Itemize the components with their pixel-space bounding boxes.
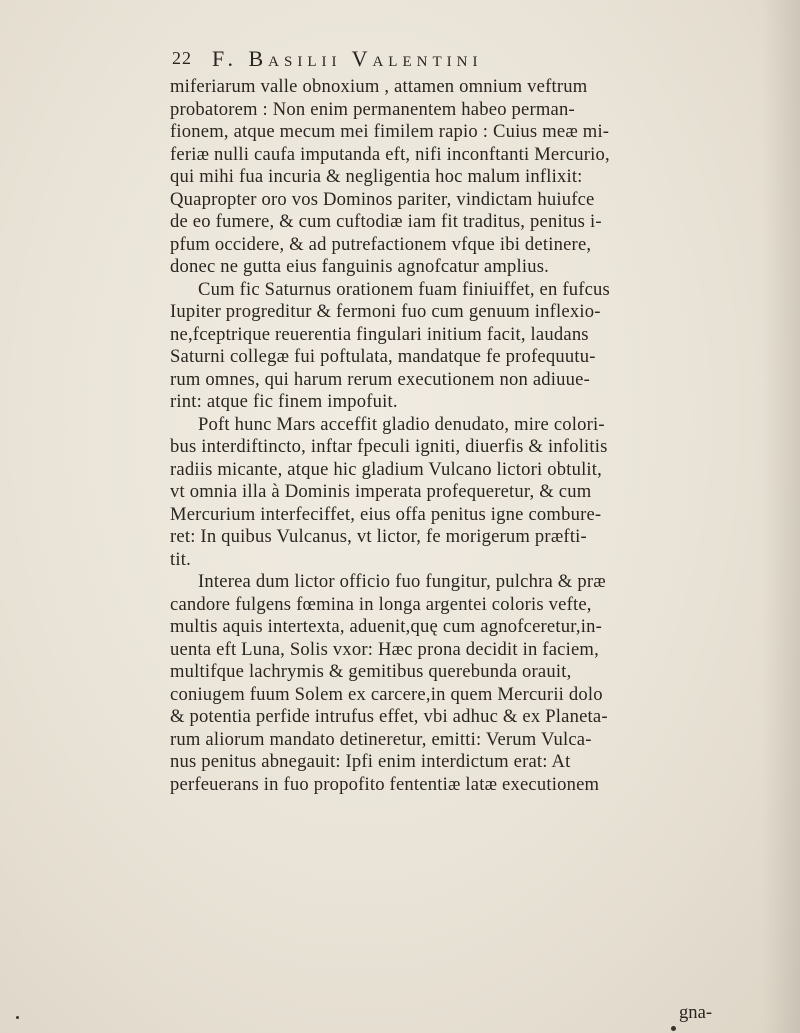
ink-speck	[671, 1026, 676, 1031]
page-header	[172, 46, 732, 72]
text-line: tit.	[170, 548, 191, 570]
text-line: & potentia perfide intrufus effet, vbi adhuc & ex Planeta-	[170, 706, 608, 727]
text-line: multifque lachrymis & gemitibus querebunda orauit,	[170, 661, 572, 682]
page-number: 22	[172, 48, 192, 68]
text-line: rint: atque fic finem impofuit.	[170, 391, 398, 412]
text-line: Interea dum lictor officio fuo fungitur, pulchra & præ	[198, 571, 606, 592]
text-line: nus penitus abnegauit: Ipfi enim interdictum erat: At	[170, 751, 571, 772]
text-line: candore fulgens fœmina in longa argentei coloris vefte,	[170, 593, 592, 615]
text-line: Poft hunc Mars acceffit gladio denudato, mire colori-	[198, 413, 605, 435]
text-line: uenta eft Luna, Solis vxor: Hæc prona decidit in faciem,	[170, 638, 599, 660]
text-line: pfum occidere, & ad putrefactionem vfque ibi detinere,	[170, 233, 592, 255]
text-line: ne,fceptrique reuerentia fingulari initium facit, laudans	[170, 323, 589, 345]
text-line: rum omnes, qui harum rerum executionem non adiuue-	[170, 368, 590, 390]
text-line: vt omnia illa à Dominis imperata profequeretur, & cum	[170, 481, 592, 502]
text-line: qui mihi fua incuria & negligentia hoc malum inflixit:	[170, 166, 583, 187]
text-line: Mercurium interfeciffet, eius offa penitus igne combure-	[170, 503, 602, 525]
text-line: donec ne gutta eius fanguinis agnofcatur amplius.	[170, 256, 549, 277]
body-text	[170, 76, 770, 796]
ink-speck	[16, 1016, 19, 1019]
text-line: miferiarum valle obnoxium , attamen omnium veftrum	[170, 76, 588, 97]
text-line: bus interdiftincto, inftar fpeculi igniti, diuerfis & infolitis	[170, 436, 608, 457]
text-line: probatorem : Non enim permanentem habeo perman-	[170, 98, 575, 120]
text-line: fionem, atque mecum mei fimilem rapio : Cuius meæ mi-	[170, 121, 610, 142]
text-line: rum aliorum mandato detineretur, emitti: Verum Vulca-	[170, 728, 592, 750]
text-line: radiis micante, atque hic gladium Vulcano lictori obtulit,	[170, 458, 603, 480]
text-line: de eo fumere, & cum cuftodiæ iam fit traditus, penitus i-	[170, 211, 602, 232]
text-line: Cum fic Saturnus orationem fuam finiuiffet, en fufcus	[198, 278, 610, 300]
text-line: Saturni collegæ fui poftulata, mandatque fe profequutu-	[170, 346, 596, 367]
running-title: F. Basilii Valentini	[212, 46, 483, 71]
text-line: feriæ nulli caufa imputanda eft, nifi inconftanti Mercurio,	[170, 143, 610, 165]
text-line: multis aquis intertexta, aduenit,quę cum agnofceretur,in-	[170, 616, 602, 637]
text-line: perfeuerans in fuo propofito fententiæ latæ executionem	[170, 773, 600, 795]
text-line: Quapropter oro vos Dominos pariter, vindictam huiufce	[170, 188, 595, 210]
catchword: gna-	[679, 1002, 713, 1023]
text-line: ret: In quibus Vulcanus, vt lictor, fe morigerum præfti-	[170, 526, 587, 547]
text-line: Iupiter progreditur & fermoni fuo cum genuum inflexio-	[170, 301, 601, 322]
text-line: coniugem fuum Solem ex carcere,in quem Mercurii dolo	[170, 683, 603, 705]
